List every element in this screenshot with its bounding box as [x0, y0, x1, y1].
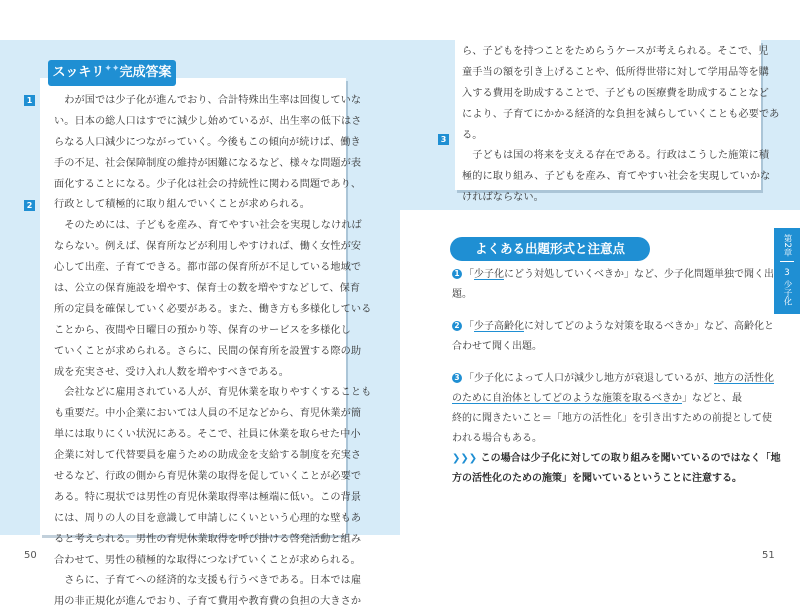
- attention-note: [452, 449, 781, 489]
- sparkle-icon: ✦✦: [104, 64, 120, 74]
- text-line: 企業に対して代替要員を雇うための助成金を支給する制度を充実さ: [54, 450, 362, 462]
- text-line: さらに、子育てへの経済的な支援も行うべきである。日本では雇: [54, 575, 362, 587]
- text-line: 面化することになる。少子化は社会の持続性に関わる問題であり、: [54, 178, 362, 190]
- faq-text: 合わせて聞く出題。: [452, 341, 542, 352]
- answer-heading-suffix: 完成答案: [119, 65, 172, 80]
- text-line: 成を充実させ、受け入れ人数を増やすべきである。: [54, 366, 289, 378]
- faq-text: 題。: [452, 289, 472, 300]
- text-line: らなる人口減少につながっていく。今後もこの傾向が続けば、働き: [54, 136, 361, 148]
- faq-item-1: [452, 265, 774, 305]
- faq-text: 「: [464, 269, 474, 280]
- section-text: 少子化: [782, 280, 792, 306]
- page-number-left: 50: [24, 550, 37, 561]
- text-line: 会社などに雇用されている人が、育児休業を取りやすくすることも: [54, 387, 372, 399]
- text-line: 行政として積極的に取り組んでいくことが求められる。: [54, 199, 310, 211]
- faq-text: にどう対処していくべきか」など、少子化問題単独で聞く出: [504, 269, 774, 280]
- faq-item-3: [452, 369, 774, 449]
- page-number-right: 51: [762, 550, 775, 561]
- faq-text: に対してどのような対策を取るべきか」など、高齢化と: [524, 321, 774, 332]
- paragraph-badge-2: 2: [24, 200, 35, 211]
- chapter-side-tab: [774, 228, 800, 314]
- section-number: 3: [784, 268, 790, 278]
- note-text: この場合は少子化に対しての取り組みを聞いているのではなく「地: [480, 453, 781, 464]
- text-line: せるなど、行政の側から育児休業の取得を促していくことが必要で: [54, 471, 362, 483]
- text-line: 手の不足、社会保障制度の維持が困難になるなど、様々な問題が表: [54, 157, 362, 169]
- faq-text: 」などと、最: [682, 393, 742, 404]
- text-line: には、周りの人の目を意識して申請しにくいという心理的な壁もあ: [54, 512, 362, 524]
- text-line: い。日本の総人口はすでに減少し始めているが、出生率の低下はさ: [54, 115, 362, 127]
- answer-text-left: [54, 91, 372, 613]
- tab-divider: [780, 261, 794, 262]
- text-line: 所の定員を確保していく必要がある。また、働き方も多様化している: [54, 303, 372, 315]
- faq-text: われる場合もある。: [452, 433, 542, 444]
- faq-keyword-3-cont: のために自治体としてどのような施策を取るべきか: [452, 393, 682, 404]
- faq-text: 「: [464, 321, 474, 332]
- text-line: 入する費用を助成することで、子どもの医療費を助成することなど: [462, 87, 769, 99]
- text-line: ことから、夜間や日曜日の預かり等、保育のサービスを多様化し: [54, 324, 351, 336]
- text-line: わが国では少子化が進んでおり、合計特殊出生率は回復していな: [54, 95, 362, 106]
- triple-chevron-icon: ❯❯❯: [452, 453, 478, 464]
- text-line: る。: [462, 129, 483, 141]
- paragraph-badge-1: 1: [24, 95, 35, 106]
- text-line: 合わせて、男性の積極的な取得につなげていくことが求められる。: [54, 554, 361, 566]
- text-line: 極的に取り組み、子どもを産み、育てやすい社会を実現していかな: [462, 171, 771, 183]
- text-line: 子どもは国の将来を支える存在である。行政はこうした施策に積: [462, 150, 770, 162]
- answer-text-right: [462, 42, 780, 209]
- answer-heading: [48, 60, 176, 86]
- chapter-text: 第2章: [782, 234, 792, 257]
- faq-keyword-3: 地方の活性化: [714, 373, 774, 384]
- faq-heading: よくある出題形式と注意点: [450, 237, 650, 261]
- faq-number-3: 3: [452, 373, 462, 383]
- faq-text: 終的に聞きたいこと＝「地方の活性化」を引き出すための前提として使: [452, 413, 772, 424]
- text-line: ると考えられる。男性の育児休業取得を呼び掛ける啓発活動と組み: [54, 533, 362, 545]
- text-line: も重要だ。中小企業においては人員の不足などから、育児休業が簡: [54, 408, 362, 420]
- text-line: 用の非正規化が進んでおり、子育て費用や教育費の負担の大きさか: [54, 596, 362, 608]
- text-line: は、公立の保育施設を増やす、保育士の数を増やすなどして、保育: [54, 283, 361, 295]
- faq-number-2: 2: [452, 321, 462, 331]
- answer-heading-main: スッキリ: [52, 65, 105, 80]
- text-line: ある。特に現状では男性の育児休業取得率は極端に低い。この背景: [54, 491, 362, 503]
- text-line: ら、子どもを持つことをためらうケースが考えられる。そこで、児: [462, 46, 769, 57]
- text-line: 心して出産、子育てできる。都市部の保育所が不足している地域で: [54, 262, 362, 274]
- text-line: ければならない。: [462, 192, 544, 204]
- text-line: により、子育てにかかる経済的な負担を減らしていくことも必要であ: [462, 108, 780, 120]
- paragraph-badge-3: 3: [438, 134, 449, 145]
- faq-keyword-2: 少子高齢化: [474, 321, 524, 332]
- text-line: 童手当の額を引き上げることや、低所得世帯に対して学用品等を購: [462, 66, 769, 78]
- text-line: ていくことが求められる。さらに、民間の保育所を設置する際の助: [54, 345, 362, 357]
- note-text: 方の活性化のための施策」を聞いているということに注意する。: [452, 473, 742, 484]
- faq-keyword-1: 少子化: [474, 269, 504, 280]
- section-label: [774, 280, 800, 306]
- text-line: 単には取りにくい状況にある。そこで、社員に休業を取らせた中小: [54, 429, 361, 441]
- faq-item-2: [452, 317, 774, 357]
- text-line: そのためには、子どもを産み、育てやすい社会を実現しなければ: [54, 220, 362, 232]
- chapter-label: [774, 234, 800, 256]
- text-line: ならない。例えば、保育所などが利用しやすければ、働く女性が安: [54, 241, 362, 253]
- faq-text: 「少子化によって人口が減少し地方が衰退しているが、: [464, 373, 714, 384]
- faq-number-1: 1: [452, 269, 462, 279]
